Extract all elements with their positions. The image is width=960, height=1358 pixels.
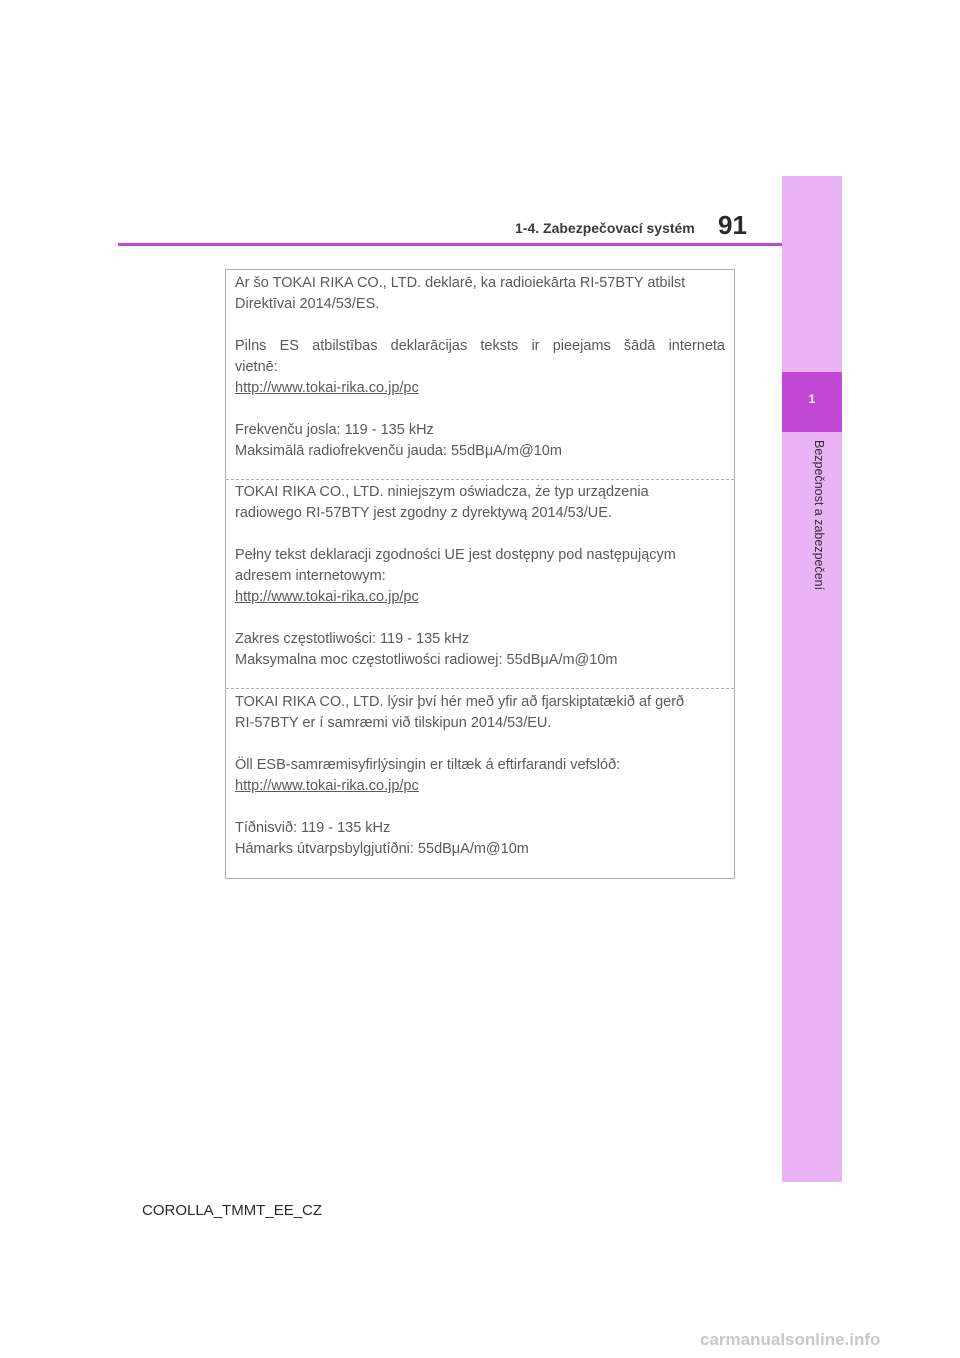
frequency-band: Frekvenču josla: 119 - 135 kHz [235,422,434,438]
declaration-text: radiowego RI-57BTY jest zgodny z dyrektywą 2014/53/UE. [235,505,612,521]
declaration-text: Öll ESB-samræmisyfirlýsingin er tiltæk á eftirfarandi vefslóð: [235,757,621,773]
declaration-latvian [226,273,734,462]
declaration-text: adresem internetowym: [235,568,386,584]
declaration-text: TOKAI RIKA CO., LTD. lýsir því hér með yfir að fjarskiptatækið af gerð [235,694,685,710]
declaration-link[interactable]: http://www.tokai-rika.co.jp/pc [235,589,419,605]
declaration-text: Pełny tekst deklaracji zgodności UE jest dostępny pod następującym [235,547,676,563]
frequency-band: Tíðnisvið: 119 - 135 kHz [235,820,391,836]
declaration-link[interactable]: http://www.tokai-rika.co.jp/pc [235,380,419,396]
declaration-table [225,269,735,879]
declaration-text: Direktīvai 2014/53/ES. [235,296,380,312]
frequency-band: Zakres częstotliwości: 119 - 135 kHz [235,631,470,647]
declaration-text: Pilns ES atbilstības deklarācijas teksts ir pieejams šādā interneta [235,338,725,354]
section-title: 1-4. Zabezpečovací systém [515,220,695,236]
watermark: carmanualsonline.info [700,1330,881,1349]
max-power: Maksimālā radiofrekvenču jauda: 55dBμA/m@10m [235,443,562,459]
chapter-number: 1 [808,392,816,406]
page-number: 91 [718,210,747,240]
chapter-label: Bezpečnost a zabezpečení [812,440,826,591]
declaration-text: RI-57BTY er í samræmi við tilskipun 2014/53/EU. [235,715,552,731]
cell-divider [226,479,734,480]
max-power: Maksymalna moc częstotliwości radiowej: 55dBμA/m@10m [235,652,618,668]
declaration-text: TOKAI RIKA CO., LTD. niniejszym oświadcza, że typ urządzenia [235,484,649,500]
max-power: Hámarks útvarpsbylgjutíðni: 55dBμA/m@10m [235,841,529,857]
declaration-text: Ar šo TOKAI RIKA CO., LTD. deklarē, ka radioiekārta RI-57BTY atbilst [235,275,686,291]
declaration-text: vietnē: [235,359,278,375]
declaration-polish [226,482,734,671]
document-code: COROLLA_TMMT_EE_CZ [142,1202,323,1219]
header-rule [118,243,782,246]
declaration-link[interactable]: http://www.tokai-rika.co.jp/pc [235,778,419,794]
cell-divider [226,688,734,689]
declaration-icelandic [226,692,734,860]
chapter-side-tab [782,176,842,1182]
